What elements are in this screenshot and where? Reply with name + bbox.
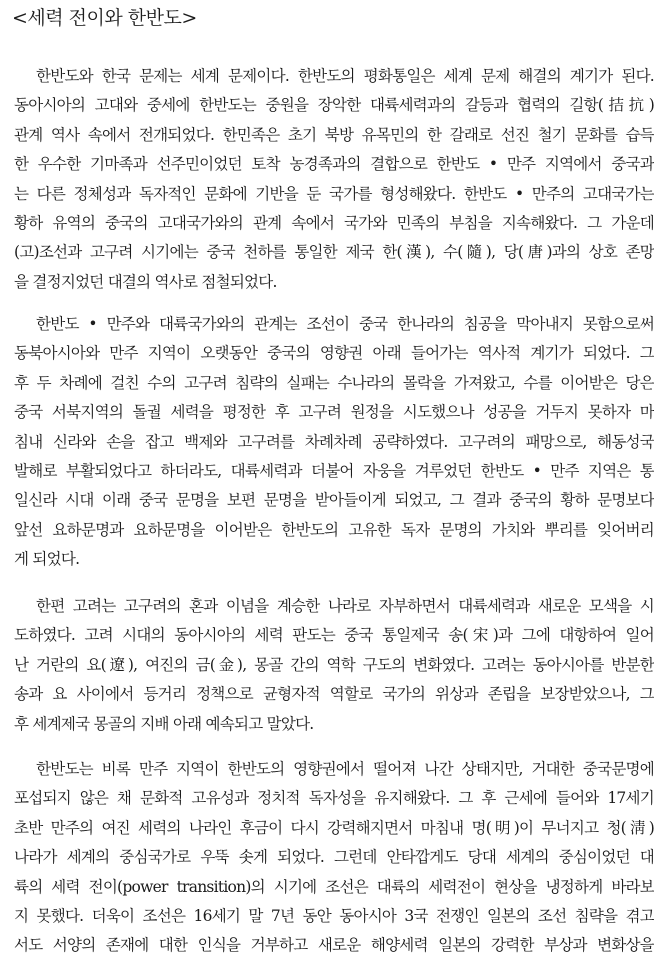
text-line: 황하 유역의 중국의 고대국가와의 관계 속에서 국가와 민족의 부침을 지속해왔다. 그 가운데 [14, 213, 654, 232]
text-line: 동북아시아와 만주 지역이 오랫동안 중국의 영향권 아래 들어가는 역사적 계기가 되었다. 그 [14, 344, 654, 363]
text-line: 륙의 세력 전이(power transition)의 시기에 조선은 대륙의 세력전이 현상을 냉정하게 바라보 [14, 877, 654, 896]
text-line: 도하였다. 고려 시대의 동아시아의 세력 판도는 중국 통일제국 송(宋)과 그에 대항하여 일어 [14, 626, 654, 645]
text-line: 후 세계제국 몽골의 지배 아래 예속되고 말았다. [14, 714, 314, 733]
text-line: 앞선 요하문명과 요하문명을 이어받은 한반도의 고유한 독자 문명의 가치와 뿌리를 잊어버리 [14, 520, 654, 539]
text-line: 한 우수한 기마족과 선주민이었던 토착 농경족과의 결합으로 한반도 • 만주 지역에서 중국과 [14, 155, 654, 174]
text-line: 발해로 부활되었다고 하더라도, 대륙세력과 더불어 자웅을 겨루었던 한반도 • 만주 지역은 통 [14, 461, 654, 480]
text-line: 는 다른 정체성과 독자적인 문화에 기반을 둔 국가를 형성해왔다. 한반도 • 만주의 고대국가는 [14, 184, 654, 203]
text-line: 한반도 • 만주와 대륙국가와의 관계는 조선이 중국 한나라의 침공을 막아내지 못함으로써 [36, 315, 654, 333]
section-title: <세력 전이와 한반도> [12, 7, 197, 29]
text-line: 중국 서북지역의 돌궐 세력을 평정한 후 고구려 원정을 시도했으나 성공을 거두지 못하자 마 [14, 403, 654, 422]
paragraph-1 [14, 62, 654, 297]
text-line: 송과 요 사이에서 등거리 정책으로 균형자적 역할로 국가의 위상과 존립을 보장받았으나, 그 [14, 685, 654, 704]
text-line: 관계 역사 속에서 전개되었다. 한민족은 초기 북방 유목민의 한 갈래로 선진 철기 문화를 습득 [14, 125, 654, 144]
text-line: 일신라 시대 이래 중국 문명을 보편 문명을 받아들이게 되었고, 그 결과 중국의 황하 문명보다 [14, 491, 654, 510]
text-line: 동아시아의 고대와 중세에 한반도는 중원을 장악한 대륙세력과의 갈등과 협력의 길항(拮抗) [14, 96, 654, 115]
text-line: 게 되었다. [14, 550, 80, 569]
paragraph-2 [14, 310, 654, 575]
text-line: 서도 서양의 존재에 대한 인식을 거부하고 새로운 해양세력 일본의 강력한 부상과 변화상을 [14, 936, 654, 955]
text-line: 나라가 세계의 중심국가로 우뚝 솟게 되었다. 그런데 안타깝게도 당대 세계의 중심이었던 대 [14, 848, 654, 867]
text-line: 초반 만주의 여진 세력의 나라인 후금이 다시 강력해지면서 마침내 명(明)이 무너지고 청(淸) [14, 818, 654, 837]
paragraph-3 [14, 592, 654, 739]
text-line: 한반도와 한국 문제는 세계 문제이다. 한반도의 평화통일은 세계 문제 해결의 계기가 된다. [36, 67, 654, 85]
text-line: 후 두 차례에 걸친 수의 고구려 침략의 실패는 수나라의 몰락을 가져왔고, 수를 이어받은 당은 [14, 373, 654, 392]
paragraph-4 [14, 755, 654, 961]
text-line: 포섭되지 않은 채 문화적 고유성과 정치적 독자성을 유지해왔다. 그 후 근세에 들어와 17세기 [14, 789, 654, 808]
text-line: 난 거란의 요(遼), 여진의 금(金), 몽골 간의 역학 구도의 변화였다. 고려는 동아시아를 반분한 [14, 655, 654, 674]
text-line: 한반도는 비록 만주 지역이 한반도의 영향권에서 떨어져 나간 상태지만, 거대한 중국문명에 [36, 760, 654, 778]
text-line: 한편 고려는 고구려의 혼과 이념을 계승한 나라로 자부하면서 대륙세력과 새로운 모색을 시 [36, 597, 654, 615]
text-line: 지 못했다. 더욱이 조선은 16세기 말 7년 동안 동아시아 3국 전쟁인 일본의 조선 침략을 겪고 [14, 906, 654, 925]
text-line: 을 결정지었던 대결의 역사로 점철되었다. [14, 272, 277, 291]
text-line: 침내 신라와 손을 잡고 백제와 고구려를 차례차례 공략하였다. 고구려의 패망으로, 해동성국 [14, 432, 654, 451]
text-line: (고)조선과 고구려 시기에는 중국 천하를 통일한 제국 한(漢), 수(隨), 당(唐)과의 상호 존망 [14, 243, 654, 262]
